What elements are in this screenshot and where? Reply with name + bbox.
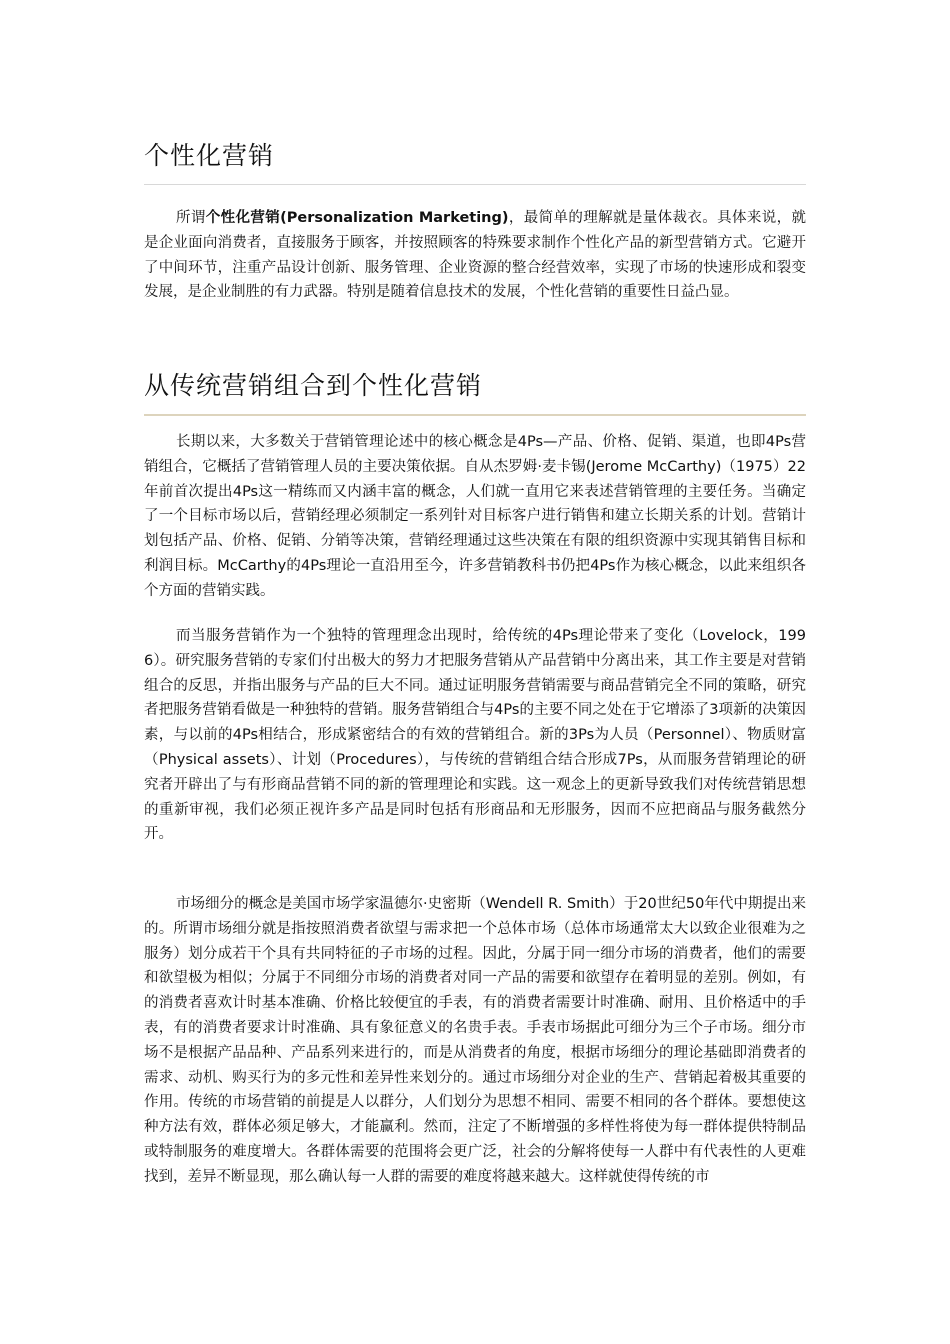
intro-paragraph	[144, 206, 806, 305]
title-divider	[144, 184, 806, 185]
term-highlight: 个性化营销(Personalization Marketing)	[205, 210, 509, 226]
title-divider	[144, 414, 806, 416]
intro-body: ，最简单的理解就是量体裁衣。具体来说，就是企业面向消费者，直接服务于顾客，并按照顾客的特殊要求制作个性化产品的新型营销方式。它避开了中间环节，注重产品设计创新、服务管理、企业资源的整合经营效率，实现了市场的快速形成和裂变发展，是企业制胜的有力武器。特别是随着信息技术的发展，个性化营销的重要性日益凸显。	[144, 210, 806, 301]
section-title: 从传统营销组合到个性化营销	[144, 371, 483, 400]
paragraph-service-marketing: 而当服务营销作为一个独特的管理理念出现时，给传统的4Ps理论带来了变化（Lovelock，1996）。研究服务营销的专家们付出极大的努力才把服务营销从产品营销中分离出来，其工作主要是对营销组合的反思，并指出服务与产品的巨大不同。通过证明服务营销需要与商品营销完全不同的策略，研究者把服务营销看做是一种独特的营销。服务营销组合与4Ps的主要不同之处在于它增添了3项新的决策因素，与以前的4Ps相结合，形成紧密结合的有效的营销组合。新的3Ps为人员（Personnel）、物质财富（Physical assets）、计划（Procedures），与传统的营销组合结合形成7Ps，从而服务营销理论的研究者开辟出了与有形商品营销不同的新的管理理论和实践。这一观念上的更新导致我们对传统营销思想的重新审视，我们必须正视许多产品是同时包括有形商品和无形服务，因而不应把商品与服务截然分开。	[144, 628, 806, 843]
section-personalized-marketing	[144, 136, 806, 185]
section-traditional-to-personalized	[144, 366, 806, 416]
section-title: 个性化营销	[144, 141, 275, 170]
intro-lead: 所谓	[176, 210, 206, 226]
paragraph-4ps: 长期以来，大多数关于营销管理论述中的核心概念是4Ps—产品、价格、促销、渠道，也即4Ps营销组合，它概括了营销管理人员的主要决策依据。自从杰罗姆·麦卡锡(Jerome McCarthy)（1975）22年前首次提出4Ps这一精练而又内涵丰富的概念，人们就一直用它来表述营销管理的主要任务。当确定了一个目标市场以后，营销经理必须制定一系列针对目标客户进行销售和建立长期关系的计划。营销计划包括产品、价格、促销、分销等决策，营销经理通过这些决策在有限的组织资源中实现其销售目标和利润目标。McCarthy的4Ps理论一直沿用至今，许多营销教科书仍把4Ps作为核心概念，以此来组织各个方面的营销实践。	[144, 434, 806, 599]
paragraph-market-segmentation: 市场细分的概念是美国市场学家温德尔·史密斯（Wendell R. Smith）于20世纪50年代中期提出来的。所谓市场细分就是指按照消费者欲望与需求把一个总体市场（总体市场通常太大以致企业很难为之服务）划分成若干个具有共同特征的子市场的过程。因此，分属于同一细分市场的消费者，他们的需要和欲望极为相似；分属于不同细分市场的消费者对同一产品的需要和欲望存在着明显的差别。例如，有的消费者喜欢计时基本准确、价格比较便宜的手表，有的消费者需要计时准确、耐用、且价格适中的手表，有的消费者要求计时准确、具有象征意义的名贵手表。手表市场据此可细分为三个子市场。细分市场不是根据产品品种、产品系列来进行的，而是从消费者的角度，根据市场细分的理论基础即消费者的需求、动机、购买行为的多元性和差异性来划分的。通过市场细分对企业的生产、营销起着极其重要的作用。传统的市场营销的前提是人以群分，人们划分为思想不相同、需要不相同的各个群体。要想使这种方法有效，群体必须足够大，才能赢利。然而，注定了不断增强的多样性将使为每一群体提供特制品或特制服务的难度增大。各群体需要的范围将会更广泛，社会的分解将使每一人群中有代表性的人更难找到，差异不断显现，那么确认每一人群的需要的难度将越来越大。这样就使得传统的市	[144, 896, 806, 1185]
